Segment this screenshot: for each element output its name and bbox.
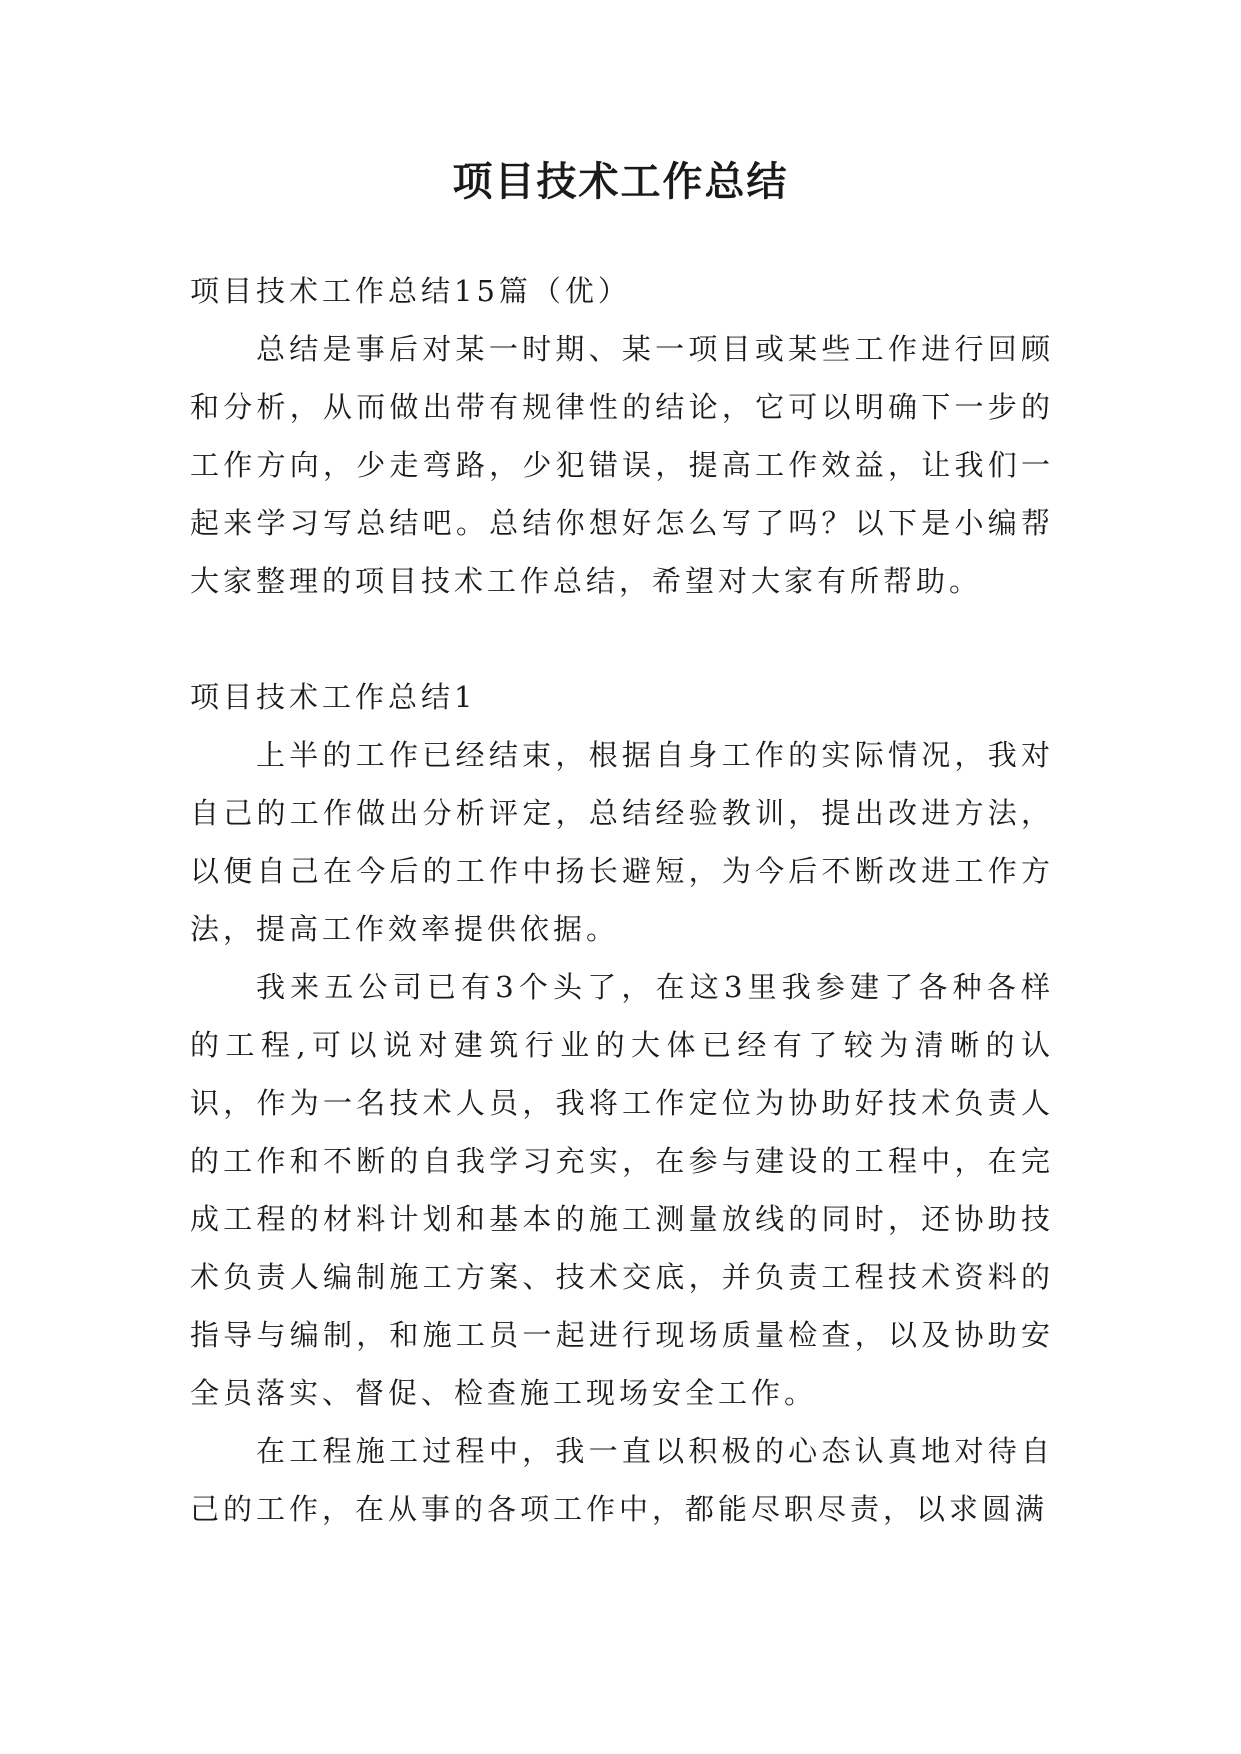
body-paragraph-1: 上半的工作已经结束，根据自身工作的实际情况，我对自己的工作做出分析评定，总结经验教训，提出改进方法，以便自己在今后的工作中扬长避短，为今后不断改进工作方法，提高工作效率提供依据。	[190, 738, 1054, 946]
body-paragraph-2: 我来五公司已有3个头了，在这3里我参建了各种各样的工程,可以说对建筑行业的大体已经有了较为清晰的认识，作为一名技术人员，我将工作定位为协助好技术负责人的工作和不断的自我学习充实，在参与建设的工程中，在完成工程的材料计划和基本的施工测量放线的同时，还协助技术负责人编制施工方案、技术交底，并负责工程技术资料的指导与编制，和施工员一起进行现场质量检查，以及协助安全员落实、督促、检查施工现场安全工作。	[190, 970, 1054, 1410]
document-title: 项目技术工作总结	[452, 159, 789, 205]
document-body	[190, 262, 1054, 1538]
document-subtitle: 项目技术工作总结15篇（优）	[190, 274, 631, 308]
section-heading: 项目技术工作总结1	[190, 680, 477, 714]
body-paragraph-3: 在工程施工过程中，我一直以积极的心态认真地对待自己的工作，在从事的各项工作中，都能尽职尽责，以求圆满	[190, 1434, 1054, 1526]
paragraph-spacer	[190, 610, 1054, 668]
intro-paragraph: 总结是事后对某一时期、某一项目或某些工作进行回顾和分析，从而做出带有规律性的结论，它可以明确下一步的工作方向，少走弯路，少犯错误，提高工作效益，让我们一起来学习写总结吧。总结你想好怎么写了吗？以下是小编帮大家整理的项目技术工作总结，希望对大家有所帮助。	[190, 332, 1054, 598]
